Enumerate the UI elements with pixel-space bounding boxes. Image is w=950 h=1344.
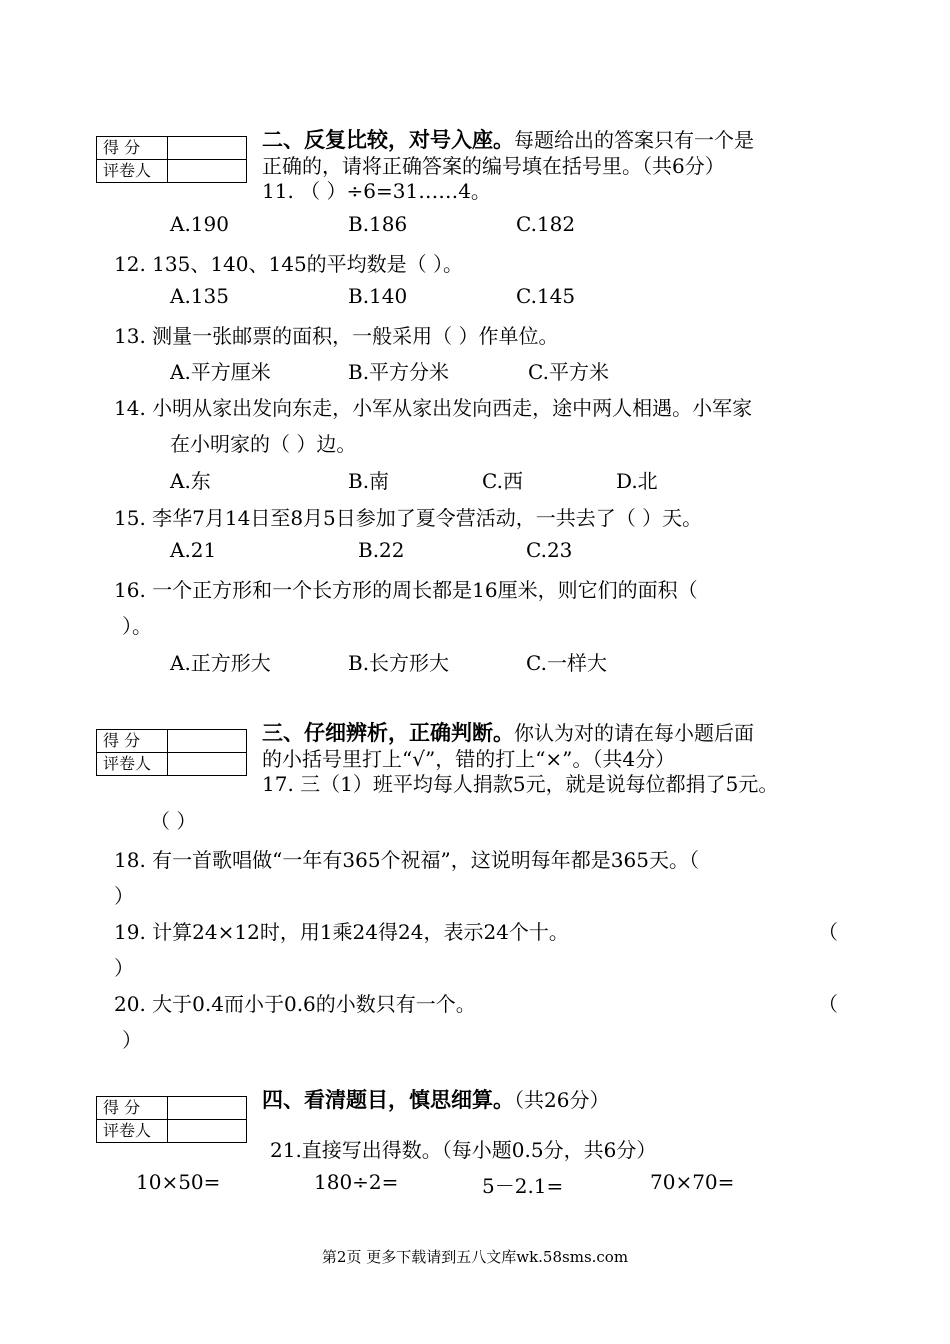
grader-value-cell[interactable]: [168, 753, 247, 776]
q16-option-c: C.一样大: [526, 651, 607, 675]
section2-desc-line1: 每题给出的答案只有一个是: [514, 128, 754, 152]
score-label: 得 分: [97, 730, 168, 753]
page-footer: 第2页 更多下载请到五八文库wk.58sms.com: [321, 1248, 629, 1266]
q20-text: 20. 大于0.4而小于0.6的小数只有一个。: [114, 992, 476, 1016]
section4-heading: [262, 1084, 609, 1114]
q21-text: 21.直接写出得数。（每小题0.5分，共6分）: [270, 1138, 657, 1162]
q13-text: 13. 测量一张邮票的面积，一般采用（ ）作单位。: [114, 324, 559, 348]
q21-item-4: 70×70=: [650, 1170, 735, 1194]
section4-title: 四、看清题目，慎思细算。: [262, 1088, 514, 1112]
score-label: 得 分: [97, 137, 168, 160]
q14-text-line1: 14. 小明从家出发向东走，小军从家出发向西走，途中两人相遇。小军家: [114, 396, 753, 420]
q12-option-b: B.140: [348, 284, 408, 308]
q11-text: 11. （ ）÷6=31……4。: [262, 179, 491, 203]
q16-text-line2: ）。: [122, 614, 152, 638]
q14-option-b: B.南: [348, 469, 390, 493]
score-value-cell[interactable]: [168, 1097, 247, 1120]
q20-close-bracket[interactable]: ）: [122, 1028, 142, 1052]
q11-option-c: C.182: [516, 212, 576, 236]
score-label: 得 分: [97, 1097, 168, 1120]
q17-answer-bracket[interactable]: （ ）: [150, 809, 197, 833]
q11-option-a: A.190: [170, 212, 229, 236]
section3-title: 三、仔细辨析，正确判断。: [262, 721, 514, 745]
q14-option-a: A.东: [170, 469, 211, 493]
q16-text-line1: 16. 一个正方形和一个长方形的周长都是16厘米，则它们的面积（: [114, 578, 698, 602]
q21-item-2: 180÷2=: [314, 1170, 399, 1194]
q12-option-c: C.145: [516, 284, 576, 308]
score-box-section3: [96, 729, 247, 776]
q15-option-b: B.22: [358, 538, 405, 562]
q13-option-c: C.平方米: [528, 360, 609, 384]
q14-text-line2: 在小明家的（ ）边。: [170, 432, 357, 456]
q12-option-a: A.135: [170, 284, 229, 308]
score-value-cell[interactable]: [168, 730, 247, 753]
grader-value-cell[interactable]: [168, 160, 247, 183]
score-box-section4: [96, 1096, 247, 1143]
section2-title: 二、反复比较，对号入座。: [262, 128, 514, 152]
q19-text: 19. 计算24×12时，用1乘24得24，表示24个十。: [114, 920, 569, 944]
q16-option-a: A.正方形大: [170, 651, 271, 675]
q11-option-b: B.186: [348, 212, 408, 236]
q19-close-bracket[interactable]: ）: [114, 956, 134, 980]
q14-option-d: D.北: [616, 469, 658, 493]
q17-text: 17. 三（1）班平均每人捐款5元，就是说每位都捐了5元。: [262, 772, 779, 796]
q19-open-bracket[interactable]: （: [818, 920, 838, 944]
grader-label: 评卷人: [97, 160, 168, 183]
q13-option-a: A.平方厘米: [170, 360, 271, 384]
q20-open-bracket[interactable]: （: [818, 992, 838, 1016]
q21-item-3: 5－2.1=: [482, 1174, 564, 1198]
q15-text: 15. 李华7月14日至8月5日参加了夏令营活动，一共去了（ ）天。: [114, 506, 703, 530]
section2-desc-line2: 正确的，请将正确答案的编号填在括号里。（共6分）: [262, 154, 725, 178]
q15-option-c: C.23: [526, 538, 573, 562]
section3-desc-line1: 你认为对的请在每小题后面: [514, 721, 754, 745]
q21-item-1: 10×50=: [136, 1170, 221, 1194]
section3-desc-line2: 的小括号里打上“√”，错的打上“×”。（共4分）: [262, 747, 676, 771]
section4-desc: （共26分）: [514, 1088, 610, 1112]
grader-label: 评卷人: [97, 1120, 168, 1143]
score-box-section2: [96, 136, 247, 183]
q14-option-c: C.西: [482, 469, 523, 493]
q16-option-b: B.长方形大: [348, 651, 450, 675]
q12-text: 12. 135、140、145的平均数是（ ）。: [114, 252, 464, 276]
q13-option-b: B.平方分米: [348, 360, 450, 384]
q18-text: 18. 有一首歌唱做“一年有365个祝福”，这说明每年都是365天。（: [114, 848, 699, 872]
q18-close-bracket[interactable]: ）: [114, 884, 134, 908]
q15-option-a: A.21: [170, 538, 217, 562]
grader-label: 评卷人: [97, 753, 168, 776]
score-value-cell[interactable]: [168, 137, 247, 160]
grader-value-cell[interactable]: [168, 1120, 247, 1143]
